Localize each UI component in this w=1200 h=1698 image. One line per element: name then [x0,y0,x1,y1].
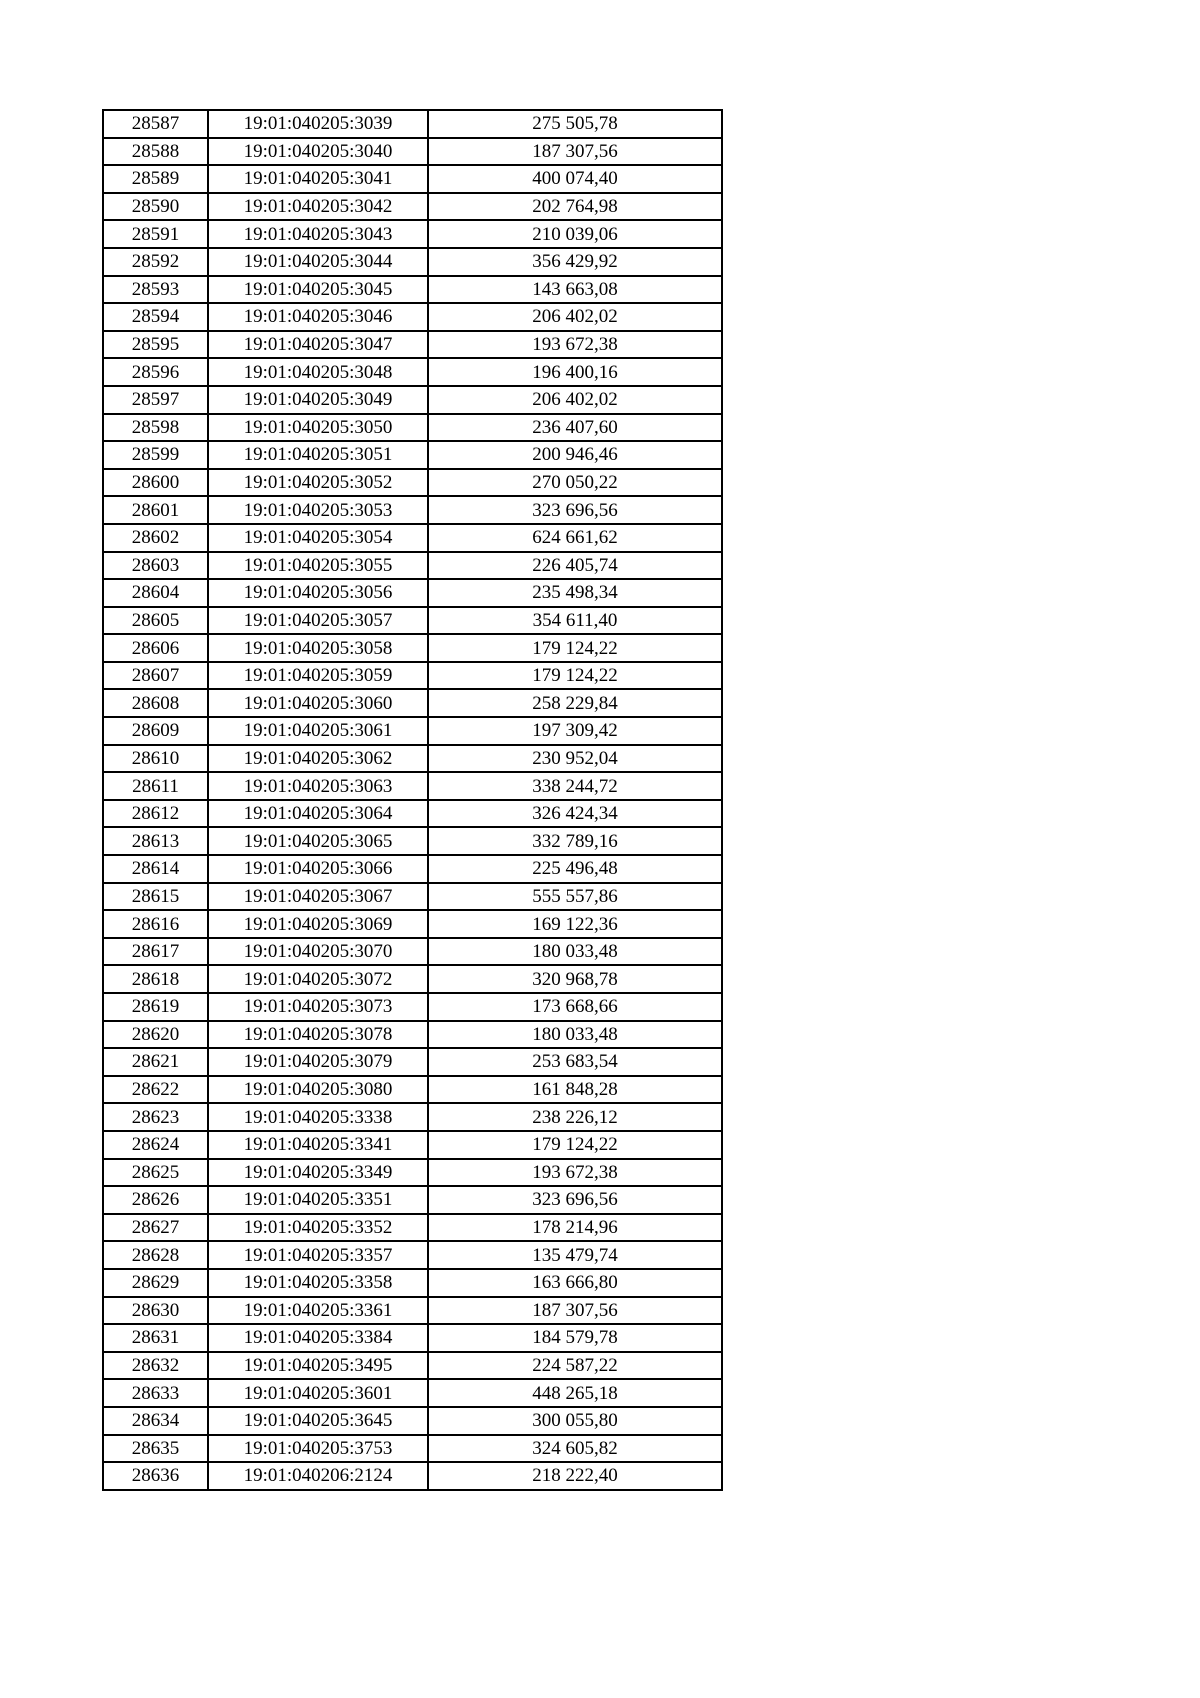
value-cell: 300 055,80 [428,1407,722,1435]
value-cell: 184 579,78 [428,1324,722,1352]
table-row [103,607,722,635]
value-cell: 169 122,36 [428,910,722,938]
cadastral-number-cell: 19:01:040205:3384 [208,1324,428,1352]
cadastral-number-cell: 19:01:040205:3050 [208,414,428,442]
table-body [103,110,722,1490]
value-cell: 143 663,08 [428,276,722,304]
value-cell: 448 265,18 [428,1379,722,1407]
value-cell: 206 402,02 [428,386,722,414]
cadastral-number-cell: 19:01:040205:3069 [208,910,428,938]
cadastral-number-cell: 19:01:040205:3045 [208,276,428,304]
value-cell: 253 683,54 [428,1048,722,1076]
table-row [103,165,722,193]
cadastral-number-cell: 19:01:040205:3079 [208,1048,428,1076]
value-cell: 230 952,04 [428,745,722,773]
table-row [103,1048,722,1076]
value-cell: 178 214,96 [428,1214,722,1242]
value-cell: 187 307,56 [428,1297,722,1325]
row-number-cell: 28636 [103,1462,208,1490]
value-cell: 320 968,78 [428,965,722,993]
value-cell: 161 848,28 [428,1076,722,1104]
table-row [103,1159,722,1187]
row-number-cell: 28601 [103,496,208,524]
value-cell: 354 611,40 [428,607,722,635]
row-number-cell: 28624 [103,1131,208,1159]
value-cell: 275 505,78 [428,110,722,138]
cadastral-number-cell: 19:01:040205:3049 [208,386,428,414]
cadastral-value-table [102,109,723,1491]
row-number-cell: 28621 [103,1048,208,1076]
row-number-cell: 28598 [103,414,208,442]
value-cell: 196 400,16 [428,358,722,386]
row-number-cell: 28615 [103,883,208,911]
row-number-cell: 28623 [103,1103,208,1131]
value-cell: 224 587,22 [428,1352,722,1380]
table-row [103,1379,722,1407]
value-cell: 187 307,56 [428,138,722,166]
cadastral-number-cell: 19:01:040205:3601 [208,1379,428,1407]
value-cell: 238 226,12 [428,1103,722,1131]
cadastral-number-cell: 19:01:040205:3054 [208,524,428,552]
table-row [103,1297,722,1325]
cadastral-number-cell: 19:01:040205:3046 [208,303,428,331]
cadastral-number-cell: 19:01:040205:3039 [208,110,428,138]
row-number-cell: 28596 [103,358,208,386]
row-number-cell: 28627 [103,1214,208,1242]
table-row [103,689,722,717]
table-row [103,1407,722,1435]
table-row [103,1435,722,1463]
table-row [103,1186,722,1214]
table-row [103,193,722,221]
value-cell: 200 946,46 [428,441,722,469]
row-number-cell: 28610 [103,745,208,773]
row-number-cell: 28626 [103,1186,208,1214]
table-row [103,552,722,580]
value-cell: 324 605,82 [428,1435,722,1463]
row-number-cell: 28590 [103,193,208,221]
row-number-cell: 28606 [103,634,208,662]
cadastral-number-cell: 19:01:040205:3063 [208,772,428,800]
cadastral-number-cell: 19:01:040205:3057 [208,607,428,635]
cadastral-number-cell: 19:01:040205:3052 [208,469,428,497]
cadastral-number-cell: 19:01:040205:3040 [208,138,428,166]
table-row [103,1269,722,1297]
cadastral-number-cell: 19:01:040205:3056 [208,579,428,607]
cadastral-number-cell: 19:01:040205:3341 [208,1131,428,1159]
value-cell: 218 222,40 [428,1462,722,1490]
cadastral-number-cell: 19:01:040205:3080 [208,1076,428,1104]
table-row [103,1076,722,1104]
value-cell: 173 668,66 [428,993,722,1021]
value-cell: 326 424,34 [428,800,722,828]
cadastral-number-cell: 19:01:040205:3064 [208,800,428,828]
table-row [103,524,722,552]
value-cell: 624 661,62 [428,524,722,552]
value-cell: 179 124,22 [428,662,722,690]
table-row [103,358,722,386]
table-row [103,883,722,911]
cadastral-number-cell: 19:01:040205:3051 [208,441,428,469]
row-number-cell: 28595 [103,331,208,359]
value-cell: 226 405,74 [428,552,722,580]
table-row [103,469,722,497]
cadastral-number-cell: 19:01:040205:3041 [208,165,428,193]
cadastral-number-cell: 19:01:040205:3053 [208,496,428,524]
row-number-cell: 28629 [103,1269,208,1297]
cadastral-number-cell: 19:01:040205:3753 [208,1435,428,1463]
cadastral-number-cell: 19:01:040205:3078 [208,1021,428,1049]
table-row [103,1324,722,1352]
value-cell: 210 039,06 [428,220,722,248]
value-cell: 193 672,38 [428,331,722,359]
row-number-cell: 28609 [103,717,208,745]
row-number-cell: 28589 [103,165,208,193]
value-cell: 356 429,92 [428,248,722,276]
cadastral-number-cell: 19:01:040205:3351 [208,1186,428,1214]
table-row [103,965,722,993]
value-cell: 193 672,38 [428,1159,722,1187]
table-row [103,414,722,442]
value-cell: 163 666,80 [428,1269,722,1297]
row-number-cell: 28618 [103,965,208,993]
row-number-cell: 28620 [103,1021,208,1049]
table-row [103,1131,722,1159]
table-row [103,910,722,938]
cadastral-number-cell: 19:01:040205:3058 [208,634,428,662]
row-number-cell: 28628 [103,1241,208,1269]
row-number-cell: 28605 [103,607,208,635]
row-number-cell: 28600 [103,469,208,497]
row-number-cell: 28607 [103,662,208,690]
row-number-cell: 28599 [103,441,208,469]
table-row [103,579,722,607]
row-number-cell: 28594 [103,303,208,331]
row-number-cell: 28597 [103,386,208,414]
row-number-cell: 28635 [103,1435,208,1463]
row-number-cell: 28633 [103,1379,208,1407]
table-row [103,248,722,276]
cadastral-number-cell: 19:01:040205:3073 [208,993,428,1021]
value-cell: 555 557,86 [428,883,722,911]
table-row [103,220,722,248]
value-cell: 323 696,56 [428,1186,722,1214]
value-cell: 235 498,34 [428,579,722,607]
cadastral-number-cell: 19:01:040205:3358 [208,1269,428,1297]
row-number-cell: 28632 [103,1352,208,1380]
table-row [103,800,722,828]
table-row [103,1021,722,1049]
row-number-cell: 28591 [103,220,208,248]
value-cell: 206 402,02 [428,303,722,331]
table-row [103,827,722,855]
cadastral-number-cell: 19:01:040205:3042 [208,193,428,221]
table-row [103,938,722,966]
value-cell: 197 309,42 [428,717,722,745]
value-cell: 323 696,56 [428,496,722,524]
value-cell: 202 764,98 [428,193,722,221]
table-row [103,441,722,469]
row-number-cell: 28631 [103,1324,208,1352]
row-number-cell: 28602 [103,524,208,552]
value-cell: 135 479,74 [428,1241,722,1269]
row-number-cell: 28604 [103,579,208,607]
cadastral-number-cell: 19:01:040206:2124 [208,1462,428,1490]
cadastral-number-cell: 19:01:040205:3072 [208,965,428,993]
cadastral-number-cell: 19:01:040205:3349 [208,1159,428,1187]
row-number-cell: 28617 [103,938,208,966]
row-number-cell: 28613 [103,827,208,855]
table-row [103,745,722,773]
table-row [103,993,722,1021]
value-cell: 332 789,16 [428,827,722,855]
value-cell: 179 124,22 [428,1131,722,1159]
cadastral-number-cell: 19:01:040205:3059 [208,662,428,690]
row-number-cell: 28630 [103,1297,208,1325]
cadastral-number-cell: 19:01:040205:3055 [208,552,428,580]
row-number-cell: 28588 [103,138,208,166]
table-row [103,1214,722,1242]
table-row [103,662,722,690]
cadastral-number-cell: 19:01:040205:3044 [208,248,428,276]
value-cell: 258 229,84 [428,689,722,717]
table-row [103,110,722,138]
row-number-cell: 28622 [103,1076,208,1104]
table-row [103,138,722,166]
table-row [103,1462,722,1490]
cadastral-number-cell: 19:01:040205:3357 [208,1241,428,1269]
row-number-cell: 28614 [103,855,208,883]
value-cell: 270 050,22 [428,469,722,497]
row-number-cell: 28612 [103,800,208,828]
table-row [103,496,722,524]
cadastral-number-cell: 19:01:040205:3495 [208,1352,428,1380]
cadastral-number-cell: 19:01:040205:3047 [208,331,428,359]
row-number-cell: 28608 [103,689,208,717]
table-row [103,1103,722,1131]
table-row [103,717,722,745]
table-row [103,303,722,331]
value-cell: 179 124,22 [428,634,722,662]
value-cell: 236 407,60 [428,414,722,442]
table-row [103,634,722,662]
row-number-cell: 28634 [103,1407,208,1435]
cadastral-number-cell: 19:01:040205:3060 [208,689,428,717]
cadastral-number-cell: 19:01:040205:3043 [208,220,428,248]
cadastral-number-cell: 19:01:040205:3645 [208,1407,428,1435]
cadastral-number-cell: 19:01:040205:3066 [208,855,428,883]
cadastral-number-cell: 19:01:040205:3061 [208,717,428,745]
cadastral-number-cell: 19:01:040205:3361 [208,1297,428,1325]
row-number-cell: 28616 [103,910,208,938]
table-row [103,1241,722,1269]
cadastral-number-cell: 19:01:040205:3065 [208,827,428,855]
row-number-cell: 28587 [103,110,208,138]
row-number-cell: 28611 [103,772,208,800]
row-number-cell: 28625 [103,1159,208,1187]
cadastral-number-cell: 19:01:040205:3062 [208,745,428,773]
value-cell: 400 074,40 [428,165,722,193]
value-cell: 180 033,48 [428,938,722,966]
row-number-cell: 28603 [103,552,208,580]
cadastral-number-cell: 19:01:040205:3352 [208,1214,428,1242]
table-row [103,855,722,883]
table-row [103,276,722,304]
value-cell: 338 244,72 [428,772,722,800]
table-row [103,386,722,414]
row-number-cell: 28619 [103,993,208,1021]
row-number-cell: 28592 [103,248,208,276]
table-row [103,772,722,800]
cadastral-number-cell: 19:01:040205:3048 [208,358,428,386]
cadastral-number-cell: 19:01:040205:3338 [208,1103,428,1131]
row-number-cell: 28593 [103,276,208,304]
table-row [103,331,722,359]
cadastral-number-cell: 19:01:040205:3070 [208,938,428,966]
value-cell: 225 496,48 [428,855,722,883]
table-row [103,1352,722,1380]
cadastral-number-cell: 19:01:040205:3067 [208,883,428,911]
value-cell: 180 033,48 [428,1021,722,1049]
